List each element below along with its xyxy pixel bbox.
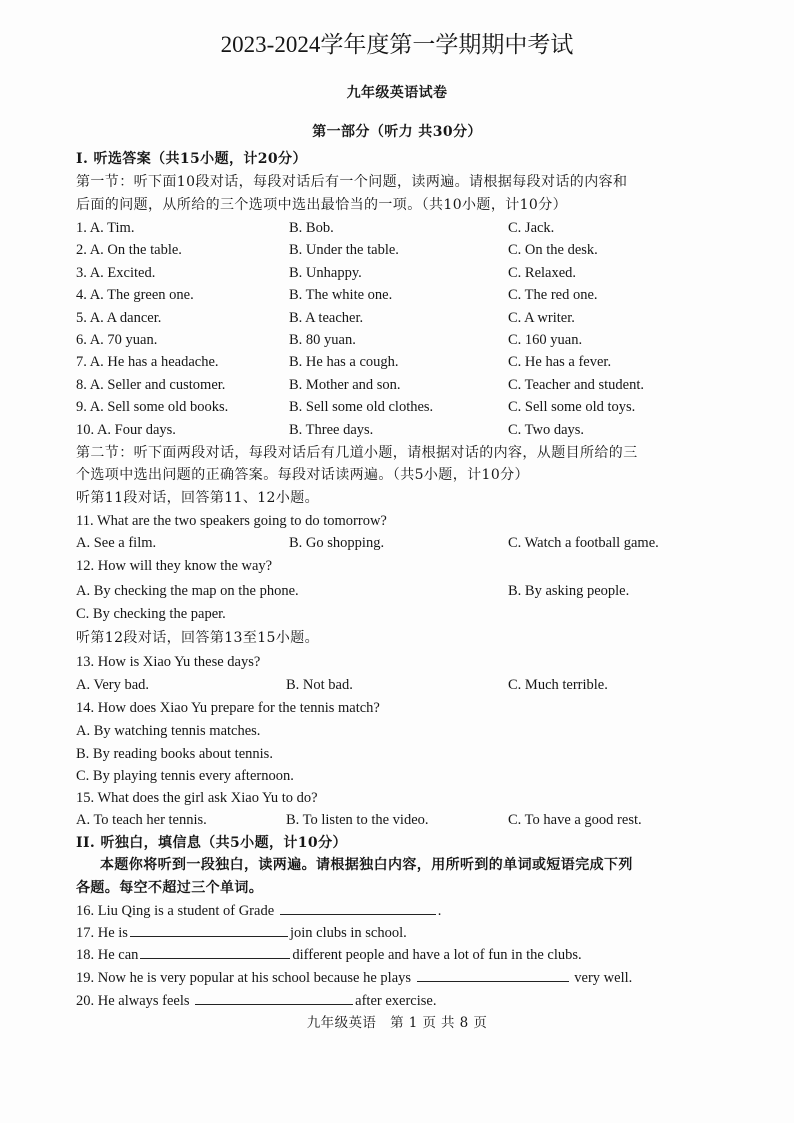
option-a: A. Very bad.: [76, 677, 150, 693]
option-b: B. The white one.: [289, 287, 393, 304]
option-c: C. He has a fever.: [508, 354, 612, 371]
question-12-stem: 12. How will they know the way?: [76, 558, 273, 574]
option-b: B. Go shopping.: [289, 535, 385, 551]
option-c: C. A writer.: [508, 309, 575, 326]
question-20-text: 20. He always feels: [76, 993, 190, 1009]
question-14-stem: 14. How does Xiao Yu prepare for the tennis match?: [76, 700, 380, 716]
option-b: B. Three days.: [289, 421, 374, 438]
section2-title: II. 听独白，填信息（共5小题，计10分）: [76, 835, 347, 851]
option-b: B. Unhappy.: [289, 264, 362, 281]
question-16-text: 16. Liu Qing is a student of Grade: [76, 903, 275, 919]
option-c: C. Teacher and student.: [508, 376, 645, 393]
option-a: 10. A. Four days.: [76, 421, 176, 438]
option-b: B. To listen to the video.: [286, 812, 429, 828]
question-17-end: join clubs in school.: [289, 925, 407, 941]
option-a: 4. A. The green one.: [76, 287, 194, 304]
question-19-text: 19. Now he is very popular at his school because he plays: [76, 970, 412, 986]
dialog-12-heading: 听第12段对话，回答第13至15小题。: [76, 630, 320, 646]
answer-blank-20[interactable]: [195, 990, 353, 1005]
option-c: C. The red one.: [508, 287, 598, 304]
question-20-end: after exercise.: [355, 993, 437, 1009]
question-18: [76, 944, 736, 967]
option-b: B. Bob.: [289, 220, 334, 236]
question-19: [76, 967, 736, 990]
option-b: B. By asking people.: [508, 583, 630, 599]
option-c: C. Two days.: [508, 421, 585, 438]
option-a: 3. A. Excited.: [76, 264, 156, 281]
answer-blank-18[interactable]: [140, 944, 290, 959]
page-footer: 九年级英语 第 1 页 共 8 页: [306, 1015, 488, 1031]
option-c: C. Much terrible.: [508, 677, 608, 693]
question-11-stem: 11. What are the two speakers going to do tomorrow?: [76, 513, 387, 529]
answer-blank-17[interactable]: [130, 922, 288, 937]
question-14-option-b: B. By reading books about tennis.: [76, 746, 273, 762]
option-a: A. To teach her tennis.: [76, 812, 207, 828]
option-b: B. Mother and son.: [289, 376, 401, 393]
option-b: B. Sell some old clothes.: [289, 399, 434, 416]
option-a: 8. A. Seller and customer.: [76, 376, 226, 393]
option-a: 2. A. On the table.: [76, 242, 182, 259]
exam-subtitle: 九年级英语试卷: [346, 85, 448, 101]
question-14-option-a: A. By watching tennis matches.: [76, 723, 261, 739]
option-b: B. Not bad.: [286, 677, 353, 693]
section2-instruction-line1: 本题你将听到一段独白，读两遍。请根据独白内容，用所听到的单词或短语完成下列: [100, 857, 633, 873]
option-b: B. Under the table.: [289, 242, 399, 259]
part2-instruction-line2: 个选项中选出问题的正确答案。每段对话读两遍。（共5小题，计10分）: [76, 467, 529, 483]
option-a: 5. A. A dancer.: [76, 309, 162, 326]
option-a: 7. A. He has a headache.: [76, 354, 219, 371]
question-16-end: .: [437, 903, 442, 919]
dialog-11-heading: 听第11段对话，回答第11、12小题。: [76, 490, 320, 506]
part2-instruction-line1: 第二节：听下面两段对话，每段对话后有几道小题，请根据对话的内容，从题目所给的三: [76, 445, 638, 461]
question-18-text: 18. He can: [76, 947, 139, 963]
option-a: A. By checking the map on the phone.: [76, 583, 299, 599]
question-18-end: different people and have a lot of fun in the clubs.: [292, 947, 582, 963]
question-20: [76, 990, 736, 1013]
question-16: [76, 900, 736, 923]
option-b: B. 80 yuan.: [289, 332, 356, 348]
option-b: B. A teacher.: [289, 309, 364, 326]
part1-instruction-line1: 第一节：听下面10段对话，每段对话后有一个问题，读两遍。请根据每段对话的内容和: [76, 174, 628, 190]
question-15-stem: 15. What does the girl ask Xiao Yu to do?: [76, 790, 318, 806]
question-13-stem: 13. How is Xiao Yu these days?: [76, 654, 261, 670]
question-14-option-c: C. By playing tennis every afternoon.: [76, 768, 294, 784]
option-c: C. On the desk.: [508, 242, 598, 259]
option-a: 9. A. Sell some old books.: [76, 399, 229, 416]
section2-instruction-line2: 各题。每空不超过三个单词。: [76, 880, 264, 896]
option-c: C. 160 yuan.: [508, 332, 583, 348]
question-17: [76, 922, 736, 945]
option-c: C. Watch a football game.: [508, 535, 659, 551]
option-b: B. He has a cough.: [289, 354, 399, 371]
option-a: 6. A. 70 yuan.: [76, 332, 158, 348]
option-c: C. Sell some old toys.: [508, 399, 636, 416]
option-c: C. Jack.: [508, 220, 555, 236]
question-12-option-c: C. By checking the paper.: [76, 606, 226, 622]
option-c: C. Relaxed.: [508, 264, 577, 281]
option-c: C. To have a good rest.: [508, 812, 642, 828]
section1-title: I. 听选答案（共15小题，计20分）: [76, 151, 307, 167]
exam-title: 2023-2024学年度第一学期期中考试: [220, 32, 574, 57]
answer-blank-16[interactable]: [280, 900, 436, 915]
question-17-text: 17. He is: [76, 925, 128, 941]
option-a: A. See a film.: [76, 535, 157, 551]
answer-blank-19[interactable]: [417, 967, 569, 982]
question-19-end: very well.: [574, 970, 633, 986]
part-heading: 第一部分（听力 共30分）: [312, 124, 482, 140]
option-a: 1. A. Tim.: [76, 220, 135, 236]
part1-instruction-line2: 后面的问题，从所给的三个选项中选出最恰当的一项。（共10小题，计10分）: [76, 197, 568, 213]
